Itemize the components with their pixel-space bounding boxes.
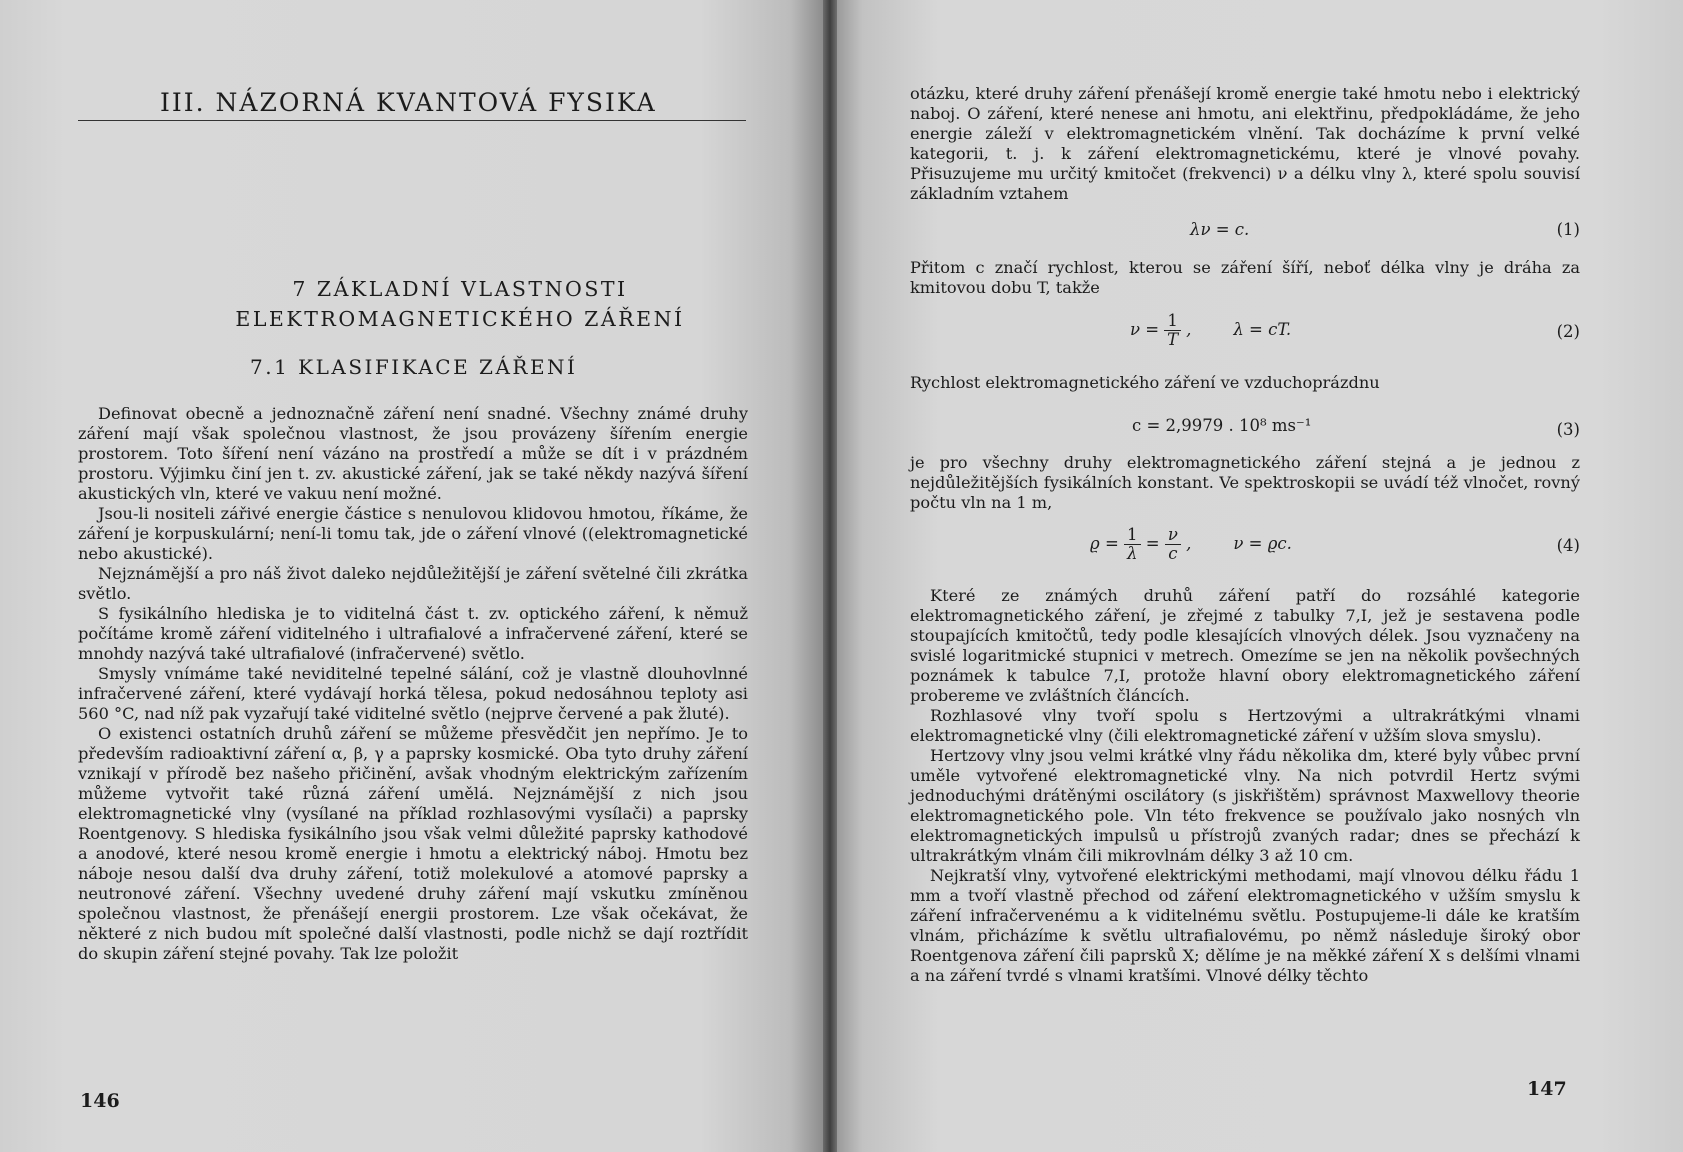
equation-4-equals: = — [1145, 534, 1160, 553]
book-gutter — [823, 0, 837, 1152]
equation-3-body: c = 2,9979 . 10⁸ ms⁻¹ — [1132, 416, 1312, 435]
right-page — [837, 0, 1683, 1152]
equation-4-fraction-1 — [1124, 526, 1141, 563]
equation-4 — [910, 522, 1580, 562]
equation-2-fraction — [1164, 312, 1181, 349]
chapter-line-1: 7 ZÁKLADNÍ VLASTNOSTI — [292, 277, 628, 301]
fraction-denominator: T — [1167, 330, 1179, 349]
equation-3 — [910, 416, 1580, 442]
right-paragraph-3 — [910, 373, 1580, 393]
equation-4-fraction-2 — [1165, 526, 1181, 563]
paragraph: Které ze známých druhů záření patří do rozsáhlé kategorie elektromagnetického záření, je zřejmé z tabulky 7,I, jež je sestavena podle stoupajících kmitočtů, tedy podle klesajících vlnových délek. Jsou vyznačeny na svislé logaritmické stupnici v metrech. Omezíme se jen na několik povšechných poznámek k tabulce 7,I, protože hlavní obory elektromagnetického záření probereme ve zvláštních článcích. — [910, 586, 1580, 705]
equation-1 — [910, 220, 1580, 246]
paragraph: Rozhlasové vlny tvoří spolu s Hertzovými a ultrakrátkými vlnami elektromagnetické vlny (čili elektromagnetické záření v užším slova smyslu). — [910, 706, 1580, 745]
fraction-denominator: c — [1168, 544, 1178, 563]
chapter-line-2: ELEKTROMAGNETICKÉHO ZÁŘENÍ — [235, 307, 685, 331]
paragraph: Přitom c značí rychlost, kterou se záření šíří, neboť délka vlny je dráha za kmitovou dobu T, takže — [910, 258, 1580, 297]
part-title: III. NÁZORNÁ KVANTOVÁ FYSIKA — [160, 88, 657, 117]
title-rule — [78, 120, 746, 121]
paragraph: Hertzovy vlny jsou velmi krátké vlny řádu několika dm, které byly vůbec první uměle vytvořené elektromagnetické vlny. Na nich potvrdil Hertz svými jednoduchými drátěnými oscilátory (s jiskřištěm) správnost Maxwellovy theorie elektromagnetického pole. Vln této frekvence se používalo jako nosných vln elektromagnetických impulsů u přístrojů zvaných radar; dnes se přechází k ultrakrátkým vlnám čili mikrovlnám délky 3 až 10 cm. — [910, 746, 1580, 865]
equation-4-body — [1090, 526, 1292, 563]
equation-4-number: (4) — [1556, 536, 1580, 555]
equation-4-lhs: ϱ = — [1090, 534, 1119, 553]
equation-1-number: (1) — [1556, 220, 1580, 239]
equation-3-number: (3) — [1556, 420, 1580, 439]
equation-1-body: λν = c. — [1190, 220, 1250, 239]
fraction-numerator: 1 — [1124, 526, 1141, 545]
paragraph: Nejkratší vlny, vytvořené elektrickými methodami, mají vlnovou délku řádu 1 mm a tvoří vlastně přechod od záření elektromagnetického v užším smyslu k záření infračervenému a k viditelnému světlu. Postupujeme-li dále ke kratším vlnám, přicházíme k světlu ultrafialovému, po němž následuje široký obor Roentgenova záření čili paprsků X; dělíme je na měkké záření X s delšími vlnami a na záření tvrdé s vlnami kratšími. Vlnové délky těchto — [910, 866, 1580, 985]
equation-2-rest: , λ = cT. — [1186, 320, 1292, 339]
equation-2-body — [1130, 312, 1291, 349]
page-number-left: 146 — [80, 1090, 120, 1112]
paragraph: Rychlost elektromagnetického záření ve vzduchoprázdnu — [910, 373, 1380, 392]
right-body-text — [910, 586, 1580, 986]
fraction-denominator: λ — [1127, 544, 1138, 563]
equation-2-lhs: ν = — [1130, 320, 1160, 339]
equation-4-rest: , ν = ϱc. — [1186, 534, 1292, 553]
page-number-right: 147 — [1527, 1078, 1567, 1100]
paragraph: Smysly vnímáme také neviditelné tepelné sálání, což je vlastně dlouhovlnné infračervené záření, které vydávají horká tělesa, pokud nedosáhnou teploty asi 560 °C, nad níž pak vyzařují také viditelné světlo (nejprve červené a pak žluté). — [78, 664, 748, 723]
paragraph: S fysikálního hlediska je to viditelná část t. zv. optického záření, k němuž počítáme kromě záření viditelného i ultrafialové a infračervené záření, které se mnohdy nazývá také ultrafialové (infračervené) světlo. — [78, 604, 748, 663]
paragraph: Definovat obecně a jednoznačně záření není snadné. Všechny známé druhy záření mají však společnou vlastnost, že jsou provázeny šířením energie prostorem. Toto šíření není vázáno na prostředí a může se dít i v prázdném prostoru. Výjimku činí jen t. zv. akustické záření, jak se také někdy nazývá šíření akustických vln, které ve vakuu není možné. — [78, 404, 748, 503]
paragraph: otázku, které druhy záření přenášejí kromě energie také hmotu nebo i elektrický naboj. O záření, které nenese ani hmotu, ani elektřinu, předpokládáme, že jeho energie záleží v elektromagnetickém vlnění. Tak docházíme k první velké kategorii, t. j. k záření elektromagnetickému, které je vlnové povahy. Přisuzujeme mu určitý kmitočet (frekvenci) ν a délku vlny λ, které spolu souvisí základním vztahem — [910, 84, 1580, 203]
paragraph: Nejznámější a pro náš život daleko nejdůležitější je záření světelné čili zkrátka světlo. — [78, 564, 748, 603]
right-paragraph-4 — [910, 453, 1580, 513]
left-body-text — [78, 404, 748, 964]
right-paragraph-2 — [910, 258, 1580, 298]
paragraph: Jsou-li nositeli zářivé energie částice s nenulovou klidovou hmotou, říkáme, že záření je korpuskulární; není-li tomu tak, jde o záření vlnové ((elektromagnetické nebo akustické). — [78, 504, 748, 563]
fraction-numerator: ν — [1165, 526, 1181, 545]
right-paragraph-1 — [910, 84, 1580, 204]
section-heading: 7.1 KLASIFIKACE ZÁŘENÍ — [250, 355, 578, 379]
left-page — [0, 0, 823, 1152]
fraction-numerator: 1 — [1164, 312, 1181, 331]
paragraph: O existenci ostatních druhů záření se můžeme přesvědčit jen nepřímo. Je to především radioaktivní záření α, β, γ a paprsky kosmické. Oba tyto druhy záření vznikají v přírodě bez našeho přičinění, avšak vhodným elektrickým zařízením můžeme vytvořit také různá záření umělá. Nejznámější z nich jsou elektromagnetické vlny (vysílané na příklad rozhlasovými vysílači) a paprsky Roentgenovy. S hlediska fysikálního jsou však velmi důležité paprsky kathodové a anodové, které nesou kromě energie i hmotu a elektrický náboj. Hmotu bez náboje nesou další dva druhy záření, totiž molekulové a atomové paprsky a neutronové záření. Všechny uvedené druhy záření mají vskutku zmíněnou společnou vlastnost, že přenášejí energii prostorem. Lze však očekávat, že některé z nich budou mít společné další vlastnosti, podle nichž se dají roztřídit do skupin záření stejné povahy. Tak lze položit — [78, 724, 748, 963]
equation-2-number: (2) — [1556, 322, 1580, 341]
paragraph: je pro všechny druhy elektromagnetického záření stejná a je jednou z nejdůležitějších fysikálních konstant. Ve spektroskopii se uvádí též vlnočet, rovný počtu vln na 1 m, — [910, 453, 1580, 512]
equation-2 — [910, 308, 1580, 348]
chapter-heading — [150, 274, 770, 334]
